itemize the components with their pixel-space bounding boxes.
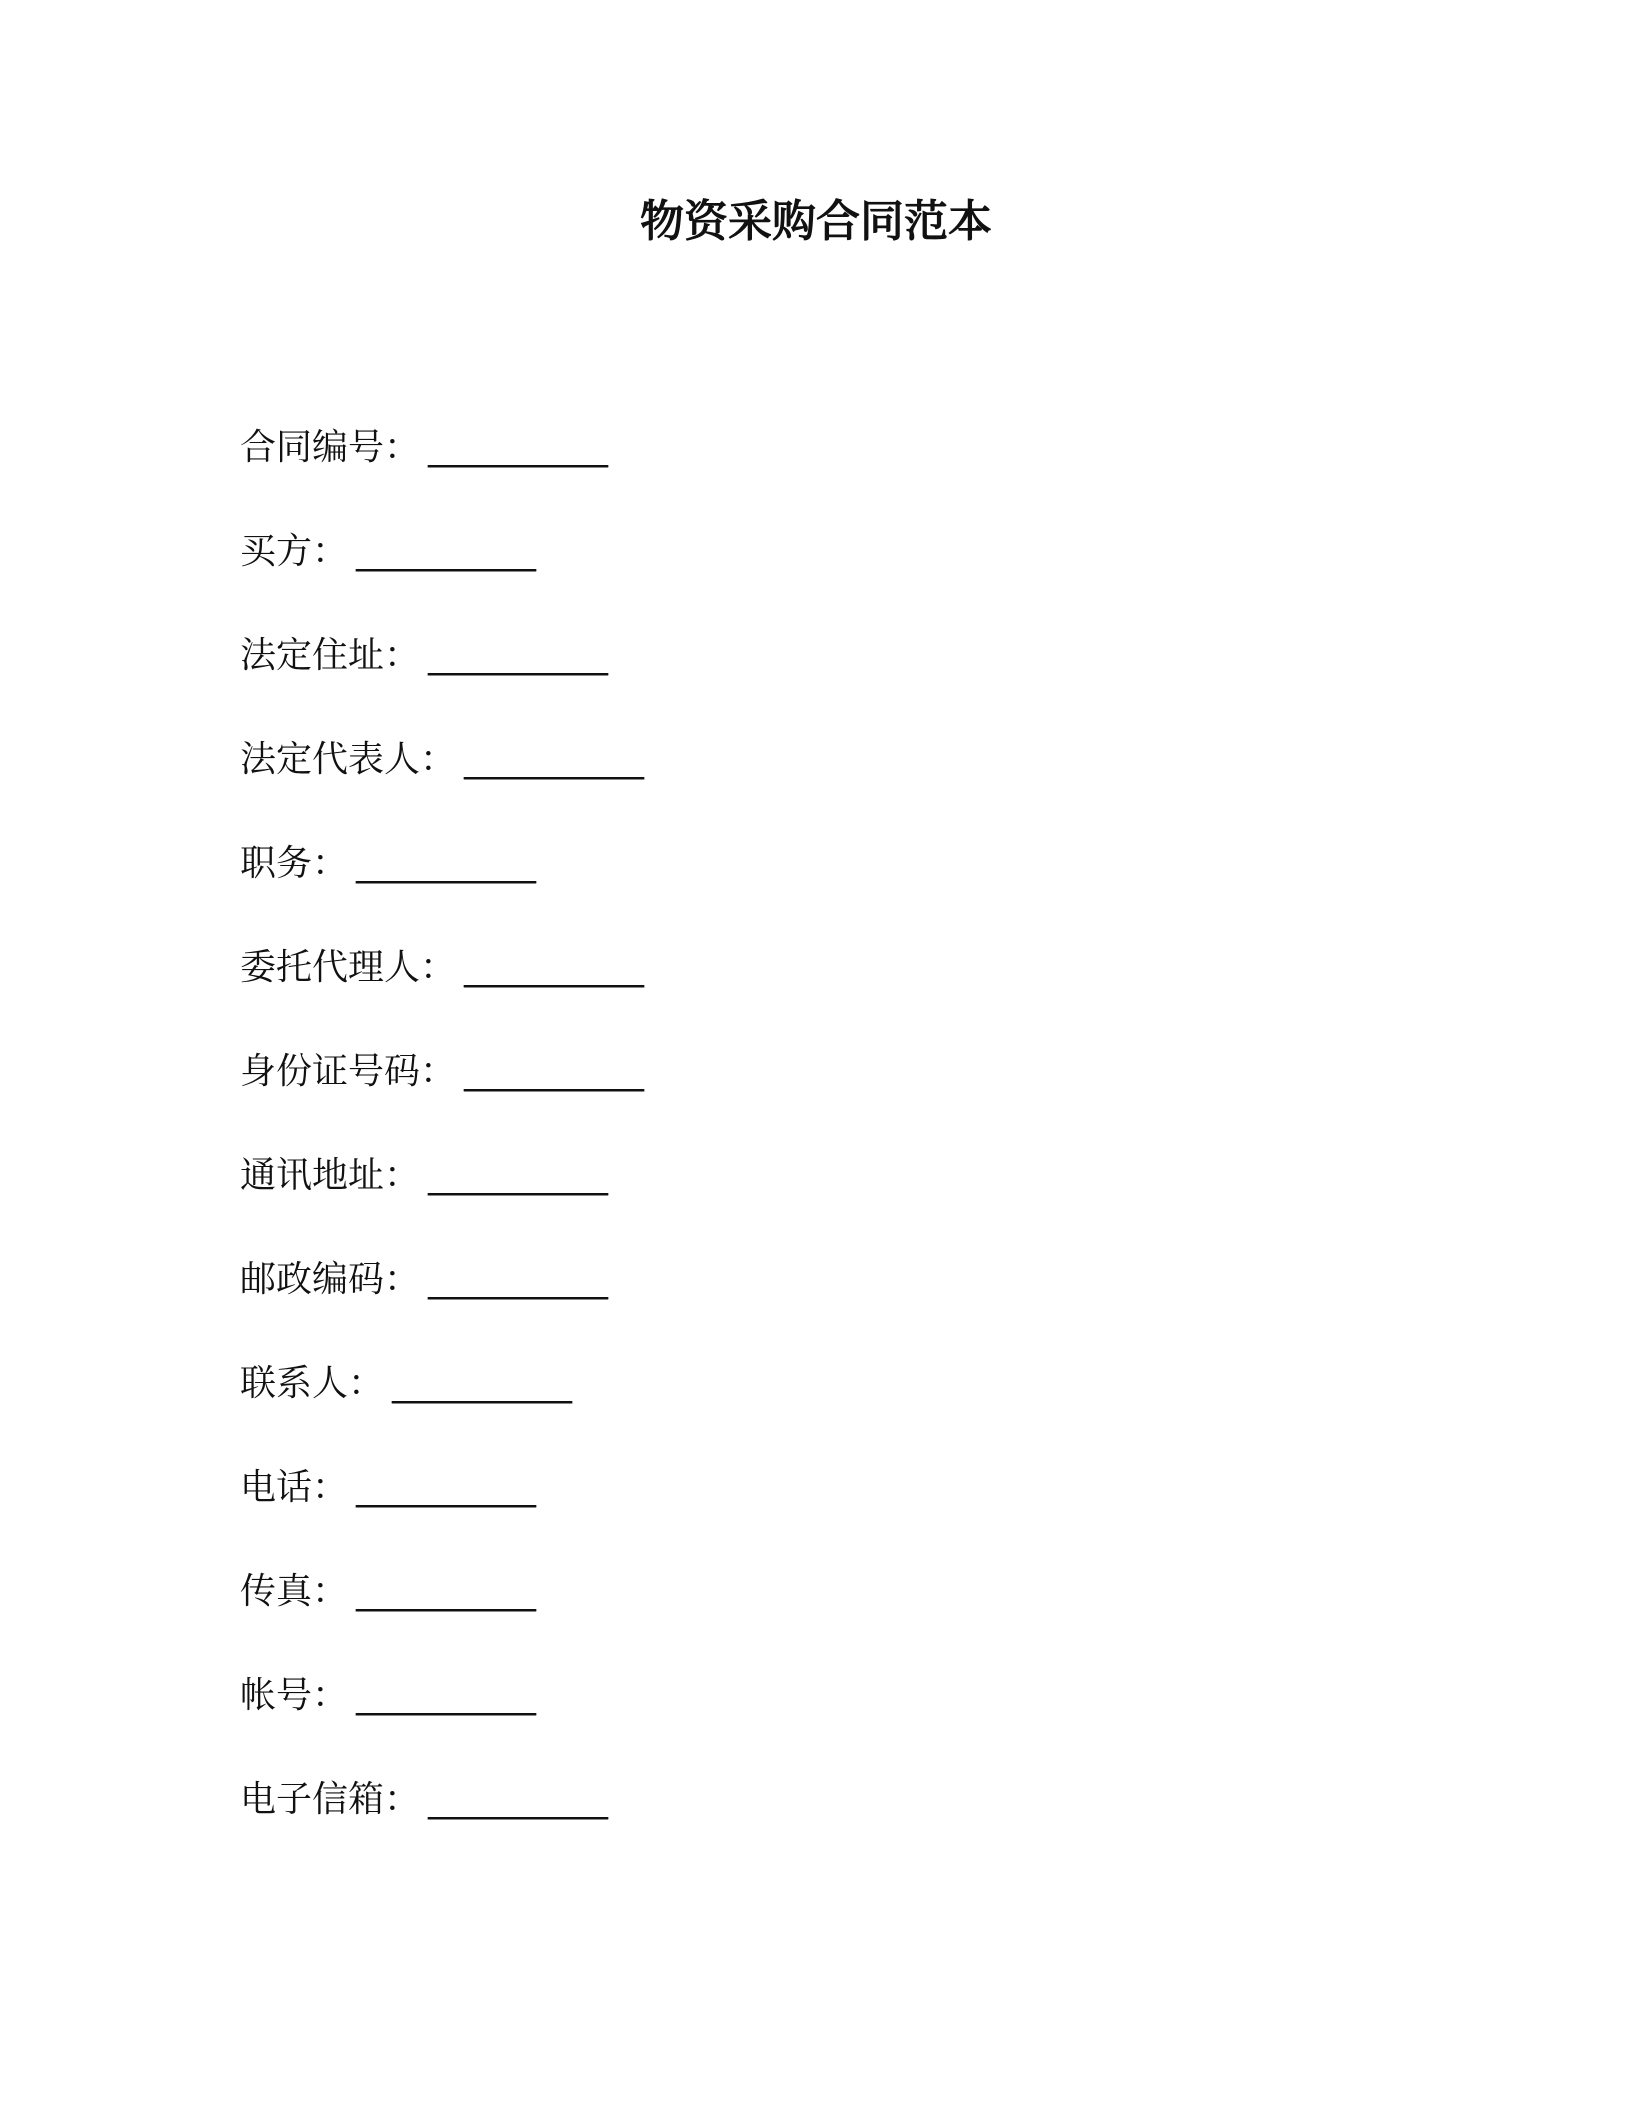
- field-account-number: [240, 1666, 1440, 1770]
- field-colon: ：: [420, 739, 457, 780]
- field-blank-line: __________: [428, 1259, 609, 1300]
- field-mailing-address: [240, 1146, 1440, 1250]
- field-buyer: [240, 522, 1440, 626]
- field-authorized-agent: [240, 938, 1440, 1042]
- field-colon: ：: [384, 427, 421, 468]
- field-colon: ：: [384, 635, 421, 676]
- field-legal-representative: [240, 730, 1440, 834]
- field-blank-line: __________: [428, 1779, 609, 1820]
- field-colon: ：: [312, 1675, 349, 1716]
- field-blank-line: __________: [428, 635, 609, 676]
- field-colon: ：: [348, 1363, 385, 1404]
- buyer-info-fields: [240, 418, 1440, 1874]
- field-fax: [240, 1562, 1440, 1666]
- field-colon: ：: [420, 947, 457, 988]
- field-label: 传真: [240, 1571, 313, 1612]
- field-colon: ：: [312, 843, 349, 884]
- field-label: 邮政编码: [240, 1259, 385, 1300]
- field-blank-line: __________: [356, 531, 537, 572]
- field-contract-number: [240, 418, 1440, 522]
- field-blank-line: __________: [356, 1571, 537, 1612]
- field-telephone: [240, 1458, 1440, 1562]
- field-id-number: [240, 1042, 1440, 1146]
- field-legal-address: [240, 626, 1440, 730]
- field-label: 通讯地址: [240, 1155, 385, 1196]
- field-label: 买方: [240, 531, 313, 572]
- field-blank-line: __________: [392, 1363, 573, 1404]
- field-blank-line: __________: [464, 739, 645, 780]
- field-colon: ：: [312, 1571, 349, 1612]
- field-label: 身份证号码: [240, 1051, 421, 1092]
- field-label: 法定代表人: [240, 739, 421, 780]
- field-email: [240, 1770, 1440, 1874]
- field-colon: ：: [384, 1155, 421, 1196]
- field-postal-code: [240, 1250, 1440, 1354]
- field-blank-line: __________: [356, 843, 537, 884]
- field-colon: ：: [384, 1779, 421, 1820]
- field-blank-line: __________: [464, 947, 645, 988]
- document-title: 物资采购合同范本: [640, 196, 992, 247]
- field-position: [240, 834, 1440, 938]
- field-label: 委托代理人: [240, 947, 421, 988]
- field-colon: ：: [312, 1467, 349, 1508]
- field-blank-line: __________: [464, 1051, 645, 1092]
- field-blank-line: __________: [356, 1467, 537, 1508]
- field-label: 联系人: [240, 1363, 349, 1404]
- field-contact-person: [240, 1354, 1440, 1458]
- field-blank-line: __________: [428, 1155, 609, 1196]
- field-blank-line: __________: [428, 427, 609, 468]
- field-colon: ：: [384, 1259, 421, 1300]
- field-label: 合同编号: [240, 427, 385, 468]
- field-label: 法定住址: [240, 635, 385, 676]
- field-blank-line: __________: [356, 1675, 537, 1716]
- field-label: 电子信箱: [240, 1779, 385, 1820]
- field-label: 职务: [240, 843, 313, 884]
- field-colon: ：: [420, 1051, 457, 1092]
- field-label: 帐号: [240, 1675, 313, 1716]
- field-colon: ：: [312, 531, 349, 572]
- field-label: 电话: [240, 1467, 313, 1508]
